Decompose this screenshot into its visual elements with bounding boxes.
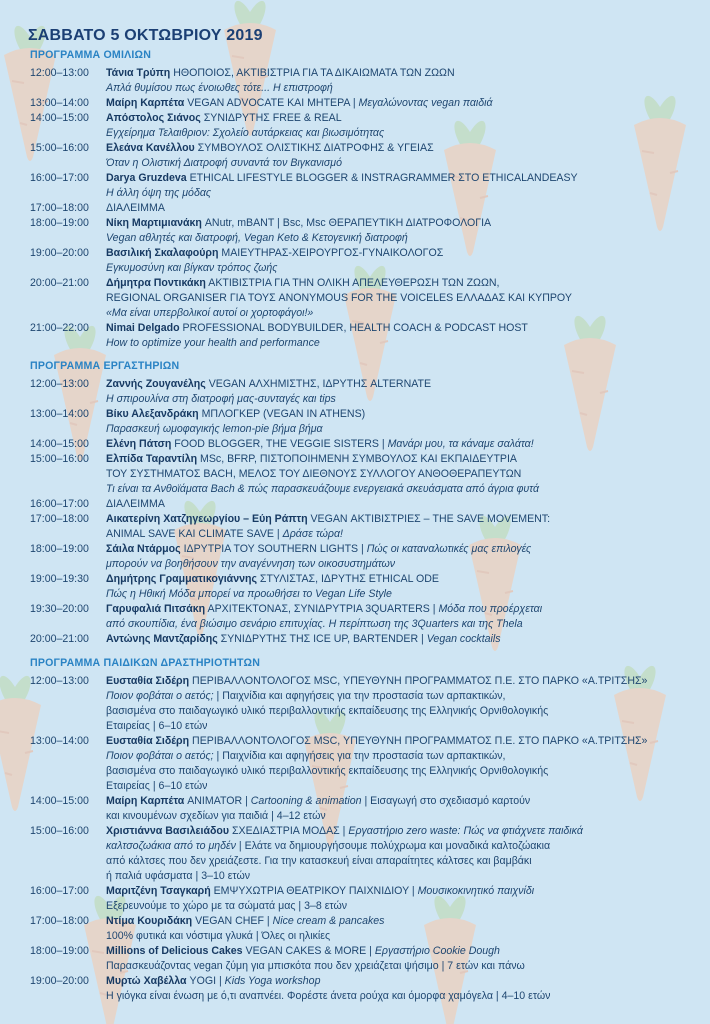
speaker-name: Απόστολος Σιάνος <box>106 112 201 124</box>
time-slot: 15:00–16:00 <box>30 142 89 154</box>
time-slot: 14:00–15:00 <box>30 795 89 807</box>
entry-line <box>106 929 706 944</box>
section-title: ΠΡΟΓΡΑΜΜΑ ΠΑΙΔΙΚΩΝ ΔΡΑΣΤΗΡΙΟΤΗΤΩΝ <box>30 657 261 669</box>
entry-line <box>106 407 706 422</box>
entry-description <box>106 437 706 452</box>
entry-description <box>106 914 706 944</box>
speaker-name: Σάιλα Ντάρμος <box>106 543 181 555</box>
entry-description <box>106 497 706 512</box>
entry-line <box>106 974 706 989</box>
entry-line <box>106 884 706 899</box>
time-slot: 13:00–14:00 <box>30 408 89 420</box>
time-slot: 20:00–21:00 <box>30 277 89 289</box>
time-slot: 12:00–13:00 <box>30 675 89 687</box>
entry-line <box>106 764 706 779</box>
entry-description <box>106 407 706 437</box>
entry-line <box>106 306 706 321</box>
entry-line <box>106 602 706 617</box>
session-title: Πώς οι καταναλωτικές μας επιλογές <box>366 543 532 555</box>
entry-text: ΜΑΙΕΥΤΗΡΑΣ-ΧΕΙΡΟΥΡΓΟΣ-ΓΥΝΑΙΚΟΛΟΓΟΣ <box>218 247 444 259</box>
speaker-name: Τάνια Τρύπη <box>106 67 171 79</box>
session-title: Απλά θυμίσου πως ένοιωθες τότε... Η επιστροφή <box>106 82 333 94</box>
section-title: ΠΡΟΓΡΑΜΜΑ ΕΡΓΑΣΤΗΡΙΩΝ <box>30 360 180 372</box>
session-title: Δράσε τώρα! <box>282 528 343 540</box>
speaker-name: Ελπίδα Ταραντίλη <box>106 453 198 465</box>
session-title: Πώς η Ηθική Μόδα μπορεί να προωθήσει το Vegan Life Style <box>106 588 392 600</box>
entry-description <box>106 572 706 602</box>
session-title: καλτσοζωάκια από το μηδέν <box>106 840 236 852</box>
entry-text: ΣΤΥΛΙΣΤΑΣ, ΙΔΡΥΤΗΣ ETHICAL ODE <box>256 573 439 585</box>
session-title: Η σπιρουλίνα στη διατροφή μας-συνταγές και tips <box>106 393 336 405</box>
section-title: ΠΡΟΓΡΑΜΜΑ ΟΜΙΛΙΩΝ <box>30 49 152 61</box>
session-title: Cartooning & animation <box>250 795 362 807</box>
entry-text: ETHICAL LIFESTYLE BLOGGER & INSTRAGRAMMER ΣΤΟ ETHICALANDEASY <box>186 172 578 184</box>
session-title: Εργαστήριο zero waste: Πώς να φτιάχνετε παιδικά <box>348 825 583 837</box>
entry-text: VEGAN CHEF | <box>192 915 273 927</box>
speaker-name: Μαίρη Καρπέτα <box>106 795 185 807</box>
entry-line <box>106 914 706 929</box>
entry-text: ΗΘΟΠΟΙΟΣ, ΑΚΤΙΒΙΣΤΡΙΑ ΓΙΑ ΤΑ ΔΙΚΑΙΩΜΑΤΑ ΤΩΝ ΖΩΩΝ <box>170 67 455 79</box>
entry-line <box>106 422 706 437</box>
entry-text: ΣΧΕΔΙΑΣΤΡΙΑ ΜΟΔΑΣ | <box>229 825 349 837</box>
session-title: Μόδα που προέρχεται <box>438 603 543 615</box>
entry-line <box>106 779 706 794</box>
entry-description <box>106 824 706 884</box>
entry-text: ΤΟΥ ΣΥΣΤΗΜΑΤΟΣ BACH, ΜΕΛΟΣ ΤΟΥ ΔΙΕΘΝΟΥΣ ΣΥΛΛΟΓΟΥ ΑΝΘΟΘΕΡΑΠΕΥΤΩΝ <box>106 468 522 480</box>
entry-text: | Εισαγωγή στο σχεδιασμό καρτούν <box>361 795 531 807</box>
speaker-name: Ευσταθία Σιδέρη <box>106 735 190 747</box>
time-slot: 12:00–13:00 <box>30 67 89 79</box>
session-title: «Μα είναι υπερβολικοί αυτοί οι χορτοφάγοι!» <box>106 307 314 319</box>
entry-line <box>106 824 706 839</box>
entry-line <box>106 231 706 246</box>
entry-description <box>106 974 706 1004</box>
speaker-name: Ζαννής Ζουγανέλης <box>106 378 206 390</box>
entry-line <box>106 557 706 572</box>
entry-description <box>106 111 706 141</box>
entry-description <box>106 794 706 824</box>
session-title: Εγκυμοσύνη και βίγκαν τρόπος ζωής <box>106 262 278 274</box>
entry-line <box>106 452 706 467</box>
entry-text: ΜΠΛΟΓΚΕΡ (VEGAN IN ATHENS) <box>198 408 366 420</box>
entry-text: VEGAN CAKES & MORE | <box>242 945 375 957</box>
entry-text: ΣΥΝΙΔΡΥΤΗΣ ΤΗΣ ICE UP, BARTENDER | <box>217 633 427 645</box>
entry-line <box>106 869 706 884</box>
entry-line <box>106 261 706 276</box>
entry-text: ΠΕΡΙΒΑΛΛΟΝΤΟΛΟΓΟΣ MSC, ΥΠΕΥΘΥΝΗ ΠΡΟΓΡΑΜΜΑΤΟΣ Π.Ε. ΣΤΟ ΠΑΡΚΟ «Α.ΤΡΙΤΣΗΣ» <box>189 735 648 747</box>
session-title: Η άλλη όψη της μόδας <box>106 187 212 199</box>
entry-line <box>106 989 706 1004</box>
speaker-name: Δήμητρα Ποντικάκη <box>106 277 206 289</box>
entry-line <box>106 749 706 764</box>
entry-description <box>106 602 706 632</box>
entry-description <box>106 321 706 351</box>
entry-line <box>106 719 706 734</box>
entry-description <box>106 246 706 276</box>
entry-description <box>106 884 706 914</box>
entry-line <box>106 467 706 482</box>
entry-description <box>106 96 706 111</box>
entry-text: VEGAN ΑΛΧΗΜΙΣΤΗΣ, ΙΔΡΥΤΗΣ ALTERNATE <box>205 378 432 390</box>
entry-line <box>106 572 706 587</box>
time-slot: 20:00–21:00 <box>30 633 89 645</box>
entry-description <box>106 512 706 542</box>
speaker-name: Nimai Delgado <box>106 322 180 334</box>
entry-line <box>106 959 706 974</box>
time-slot: 19:00–20:00 <box>30 975 89 987</box>
entry-text: βασισμένα στο παιδαγωγικό υλικό περιβαλλοντικής εκπαίδευσης της Ελληνικής Ορνιθολογικής <box>106 705 549 717</box>
session-title: Όταν η Ολιστική Διατροφή συναντά τον Βιγκανισμό <box>106 157 342 169</box>
entry-line <box>106 156 706 171</box>
speaker-name: Βίκυ Αλεξανδράκη <box>106 408 199 420</box>
time-slot: 19:00–19:30 <box>30 573 89 585</box>
session-title: Μανάρι μου, τα κάναμε σαλάτα! <box>387 438 534 450</box>
entry-text: 100% φυτικά και νόστιμα γλυκά | Όλες οι ηλικίες <box>106 930 331 942</box>
time-slot: 18:00–19:00 <box>30 945 89 957</box>
entry-text: και κινουμένων σχεδίων για παιδιά | 4–12 ετών <box>106 810 326 822</box>
time-slot: 18:00–19:00 <box>30 217 89 229</box>
entry-line <box>106 839 706 854</box>
entry-line <box>106 542 706 557</box>
speaker-name: Δημήτρης Γραμματικογιάννης <box>106 573 257 585</box>
time-slot: 13:00–14:00 <box>30 735 89 747</box>
entry-text: VEGAN ΑΚΤΙΒΙΣΤΡΙΕΣ – THE SAVE MOVEMENT: <box>307 513 551 525</box>
entry-line <box>106 854 706 869</box>
entry-text: ΑΡΧΙΤΕΚΤΟΝΑΣ, ΣΥΝΙΔΡΥΤΡΙΑ 3QUARTERS | <box>205 603 439 615</box>
session-title: Nice cream & pancakes <box>272 915 385 927</box>
time-slot: 17:00–18:00 <box>30 202 89 214</box>
time-slot: 15:00–16:00 <box>30 825 89 837</box>
entry-line <box>106 527 706 542</box>
entry-description <box>106 171 706 201</box>
entry-description <box>106 66 706 96</box>
entry-line <box>106 617 706 632</box>
speaker-name: Millions of Delicious Cakes <box>106 945 243 957</box>
entry-text: Η γιόγκα είναι ένωση με ό,τι αναπνέει. Φορέστε άνετα ρούχα και όμορφα χαμόγελα | 4–10 ετών <box>106 990 551 1002</box>
entry-line <box>106 734 706 749</box>
entry-text: ΑΚΤΙΒΙΣΤΡΙΑ ΓΙΑ ΤΗΝ ΟΛΙΚΗ ΑΠΕΛΕΥΘΕΡΩΣΗ ΤΩΝ ΖΩΩΝ, <box>205 277 500 289</box>
speaker-name: Γαρυφαλιά Πιτσάκη <box>106 603 206 615</box>
session-title: από σκουπίδια, ένα βιώσιμο σενάριο επιτυχίας. Η περίπτωση της 3Quarters και της Thela <box>106 618 523 630</box>
session-title: Ποιον φοβάται ο αετός; <box>106 750 214 762</box>
entry-line <box>106 126 706 141</box>
time-slot: 17:00–18:00 <box>30 915 89 927</box>
session-title: Vegan αθλητές και διατροφή, Vegan Keto & Κετογενική διατροφή <box>106 232 408 244</box>
entry-line <box>106 809 706 824</box>
entry-text: FOOD BLOGGER, THE VEGGIE SISTERS | <box>171 438 388 450</box>
session-title: μπορούν να βοηθήσουν την αναγέννηση των οικοσυστημάτων <box>106 558 396 570</box>
entry-description <box>106 276 706 321</box>
time-slot: 14:00–15:00 <box>30 438 89 450</box>
session-title: Ποιον φοβάται ο αετός; <box>106 690 214 702</box>
entry-text: από κάλτσες που δεν χρειάζεστε. Για την κατασκευή είναι απαραίτητες κάλτσες και βαμβάκι <box>106 855 532 867</box>
entry-line <box>106 321 706 336</box>
entry-text: ΔΙΑΛΕΙΜΜΑ <box>106 498 165 510</box>
entry-description <box>106 734 706 794</box>
speaker-name: Χριστιάννα Βασιλειάδου <box>106 825 230 837</box>
day-title: ΣΑΒΒΑΤΟ 5 ΟΚΤΩΒΡΙΟΥ 2019 <box>28 27 263 44</box>
entry-description <box>106 542 706 572</box>
speaker-name: Ευσταθία Σιδέρη <box>106 675 190 687</box>
entry-line <box>106 674 706 689</box>
entry-description <box>106 141 706 171</box>
entry-text: Παρασκευάζοντας vegan ζύμη για μπισκότα που δεν χρειάζεται ψήσιμο | 7 ετών και πάνω <box>106 960 525 972</box>
speaker-name: Νίκη Μαρτιμιανάκη <box>106 217 202 229</box>
speaker-name: Αικατερίνη Χατζηγεωργίου – Εύη Ράπτη <box>106 513 308 525</box>
time-slot: 19:00–20:00 <box>30 247 89 259</box>
entry-text: | Παιχνίδια και αφηγήσεις για την προστασία των αρπακτικών, <box>213 690 506 702</box>
session-title: Εγχείρημα Τελαιθριον: Σχολείο αυτάρκειας και βιωσιμότητας <box>106 127 385 139</box>
speaker-name: Βασιλική Σκαλαφούρη <box>106 247 219 259</box>
entry-description <box>106 201 706 216</box>
entry-line <box>106 632 706 647</box>
time-slot: 16:00–17:00 <box>30 885 89 897</box>
entry-description <box>106 377 706 407</box>
entry-line <box>106 171 706 186</box>
entry-line <box>106 276 706 291</box>
speaker-name: Ντίμα Κουριδάκη <box>106 915 193 927</box>
session-title: How to optimize your health and performance <box>106 337 320 349</box>
time-slot: 19:30–20:00 <box>30 603 89 615</box>
entry-text: Εξερευνούμε το χώρο με τα σώματά μας | 3–8 ετών <box>106 900 348 912</box>
entry-text: ANutr, mBANT | Bsc, Msc ΘΕΡΑΠΕΥΤΙΚΗ ΔΙΑΤΡΟΦΟΛΟΓΙΑ <box>201 217 492 229</box>
speaker-name: Μυρτώ Χαβέλλα <box>106 975 187 987</box>
entry-description <box>106 452 706 497</box>
speaker-name: Ελένη Πάτση <box>106 438 172 450</box>
time-slot: 15:00–16:00 <box>30 453 89 465</box>
entry-text: ΔΙΑΛΕΙΜΜΑ <box>106 202 165 214</box>
entry-text: ΣΥΝΙΔΡΥΤΗΣ FREE & REAL <box>200 112 342 124</box>
entry-line <box>106 392 706 407</box>
time-slot: 21:00–22:00 <box>30 322 89 334</box>
session-title: Vegan cocktails <box>426 633 501 645</box>
entry-text: | Ελάτε να δημιουργήσουμε πολύχρωμα και μοναδικά καλτοζώακια <box>235 840 551 852</box>
session-title: Μεγαλώνοντας vegan παιδιά <box>358 97 493 109</box>
time-slot: 16:00–17:00 <box>30 172 89 184</box>
entry-line <box>106 246 706 261</box>
entry-description <box>106 674 706 734</box>
entry-text: REGIONAL ORGANISER ΓΙΑ ΤΟΥΣ ANONYMOUS FOR THE VOICELES ΕΛΛΑΔΑΣ ΚΑΙ ΚΥΠΡΟΥ <box>106 292 572 304</box>
entry-text: | Παιχνίδια και αφηγήσεις για την προστασία των αρπακτικών, <box>213 750 506 762</box>
time-slot: 17:00–18:00 <box>30 513 89 525</box>
entry-line <box>106 291 706 306</box>
entry-text: PROFESSIONAL BODYBUILDER, HEALTH COACH & PODCAST HOST <box>179 322 528 334</box>
time-slot: 16:00–17:00 <box>30 498 89 510</box>
time-slot: 12:00–13:00 <box>30 378 89 390</box>
session-title: Μουσικοκινητικό παιχνίδι <box>417 885 535 897</box>
entry-text: ΙΔΡΥΤΡΙΑ ΤΟΥ SOUTHERN LIGHTS | <box>180 543 367 555</box>
entry-text: VEGAN ADVOCATE ΚΑΙ ΜΗΤΕΡΑ | <box>184 97 359 109</box>
speaker-name: Darya Gruzdeva <box>106 172 187 184</box>
entry-description <box>106 216 706 246</box>
entry-text: ΣΥΜΒΟΥΛΟΣ ΟΛΙΣΤΙΚΗΣ ΔΙΑΤΡΟΦΗΣ & ΥΓΕΙΑΣ <box>194 142 434 154</box>
entry-text: Εταιρείας | 6–10 ετών <box>106 720 208 732</box>
time-slot: 14:00–15:00 <box>30 112 89 124</box>
entry-line <box>106 377 706 392</box>
session-title: Παρασκευή ωμοφαγικής lemon-pie βήμα βήμα <box>106 423 323 435</box>
entry-line <box>106 794 706 809</box>
session-title: Τι είναι τα Ανθοϊάματα Bach & πώς παρασκευάζουμε ενεργειακά σκευάσματα από άγρια φυτά <box>106 483 540 495</box>
speaker-name: Μαριτζένη Τσαγκαρή <box>106 885 211 897</box>
entry-text: βασισμένα στο παιδαγωγικό υλικό περιβαλλοντικής εκπαίδευσης της Ελληνικής Ορνιθολογικής <box>106 765 549 777</box>
entry-text: ΕΜΨΥΧΩΤΡΙΑ ΘΕΑΤΡΙΚΟΥ ΠΑΙΧΝΙΔΙΟΥ | <box>210 885 418 897</box>
entry-line <box>106 141 706 156</box>
entry-line <box>106 497 706 512</box>
entry-line <box>106 111 706 126</box>
entry-line <box>106 512 706 527</box>
session-title: Εργαστήριο Cookie Dough <box>374 945 500 957</box>
entry-text: ΠΕΡΙΒΑΛΛΟΝΤΟΛΟΓΟΣ MSC, ΥΠΕΥΘΥΝΗ ΠΡΟΓΡΑΜΜΑΤΟΣ Π.Ε. ΣΤΟ ΠΑΡΚΟ «Α.ΤΡΙΤΣΗΣ» <box>189 675 648 687</box>
entry-line <box>106 944 706 959</box>
entry-text: MSc, BFRP, ΠΙΣΤΟΠΟΙΗΜΕΝΗ ΣΥΜΒΟΥΛΟΣ ΚΑΙ ΕΚΠΑΙΔΕΥΤΡΙΑ <box>197 453 517 465</box>
entry-line <box>106 66 706 81</box>
entry-text: ANIMAL SAVE KAI CLIMATE SAVE | <box>106 528 283 540</box>
entry-line <box>106 587 706 602</box>
entry-description <box>106 632 706 647</box>
time-slot: 18:00–19:00 <box>30 543 89 555</box>
session-title: Kids Yoga workshop <box>224 975 321 987</box>
speaker-name: Ελεάνα Κανέλλου <box>106 142 195 154</box>
entry-text: ANIMATOR | <box>184 795 251 807</box>
entry-description <box>106 944 706 974</box>
entry-line <box>106 482 706 497</box>
entry-line <box>106 201 706 216</box>
entry-text: ή παλιά υφάσματα | 3–10 ετών <box>106 870 251 882</box>
entry-line <box>106 96 706 111</box>
entry-line <box>106 81 706 96</box>
entry-line <box>106 689 706 704</box>
entry-line <box>106 186 706 201</box>
entry-line <box>106 437 706 452</box>
entry-text: YOGI | <box>186 975 225 987</box>
speaker-name: Μαίρη Καρπέτα <box>106 97 185 109</box>
entry-text: Εταιρείας | 6–10 ετών <box>106 780 208 792</box>
entry-line <box>106 336 706 351</box>
speaker-name: Αντώνης Μαντζαρίδης <box>106 633 218 645</box>
entry-line <box>106 899 706 914</box>
entry-line <box>106 216 706 231</box>
entry-line <box>106 704 706 719</box>
time-slot: 13:00–14:00 <box>30 97 89 109</box>
